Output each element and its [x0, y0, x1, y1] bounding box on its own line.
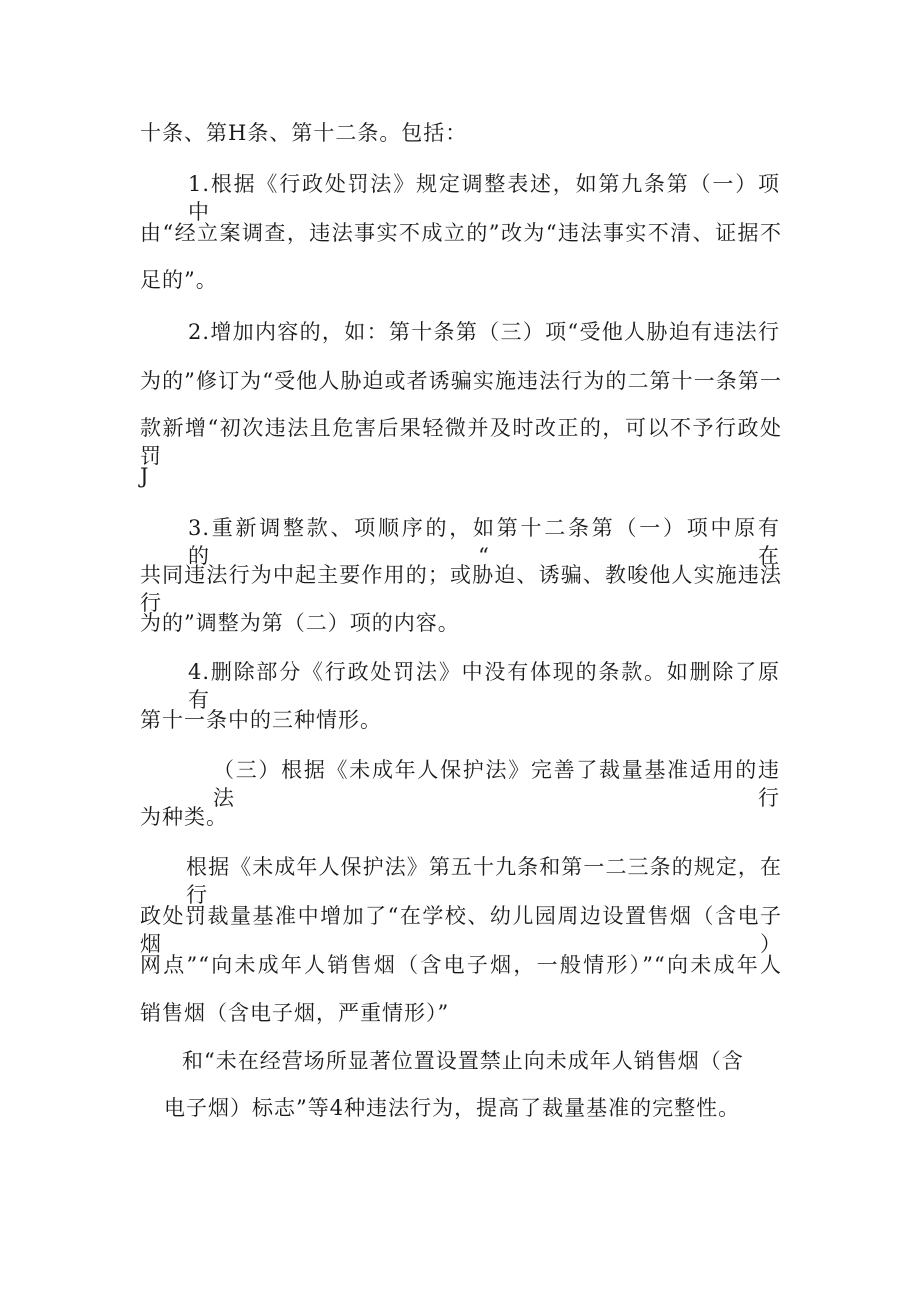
text-line-13: 第十一条中的三种情形。 [140, 708, 382, 732]
text-line-19: 销售烟（含电子烟，严重情形）” [140, 1001, 450, 1025]
text-line-16: 根据《未成年人保护法》第五十九条和第一二三条的规定，在行 [186, 855, 782, 907]
text-line-6: 为的”修订为“受他人胁迫或者诱骗实施违法行为的二第十一条第一 [140, 369, 782, 393]
text-line-8: J [140, 464, 150, 488]
text-line-14: （三）根据《未成年人保护法》完善了裁量基准适用的违法行 [213, 758, 780, 810]
text-line-3: 由“经立案调查，违法事实不成立的”改为“违法事实不清、证据不 [140, 221, 782, 245]
text-line-5: 2.增加内容的，如：第十条第（三）项“受他人胁迫有违法行 [188, 320, 780, 344]
text-line-17: 政处罚裁量基准中增加了“在学校、幼儿园周边设置售烟（含电子烟） [140, 904, 782, 956]
text-line-9: 3.重新调整款、项顺序的，如第十二条第（一）项中原有的“在 [188, 516, 780, 568]
text-line-7: 款新增“初次违法且危害后果轻微并及时改正的，可以不予行政处罚 [140, 416, 782, 468]
text-line-18: 网点”“向未成年人销售烟（含电子烟，一般情形）”“向未成年人 [140, 953, 782, 977]
text-line-4: 足的”。 [140, 268, 218, 292]
text-line-11: 为的”调整为第（二）项的内容。 [140, 611, 460, 635]
text-line-15: 为种类。 [140, 805, 228, 829]
text-line-20: 和“未在经营场所显著位置设置禁止向未成年人销售烟（含 [182, 1049, 744, 1073]
text-line-12: 4.删除部分《行政处罚法》中没有体现的条款。如删除了原有 [188, 660, 780, 712]
text-line-1: 十条、第H条、第十二条。包括： [140, 121, 468, 145]
text-line-10: 共同违法行为中起主要作用的；或胁迫、诱骗、教唆他人实施违法行 [140, 563, 782, 615]
text-line-21: 电子烟）标志”等4种违法行为，提高了裁量基准的完整性。 [164, 1096, 741, 1120]
text-line-2: 1.根据《行政处罚法》规定调整表述，如第九条第（一）项中 [188, 172, 780, 224]
